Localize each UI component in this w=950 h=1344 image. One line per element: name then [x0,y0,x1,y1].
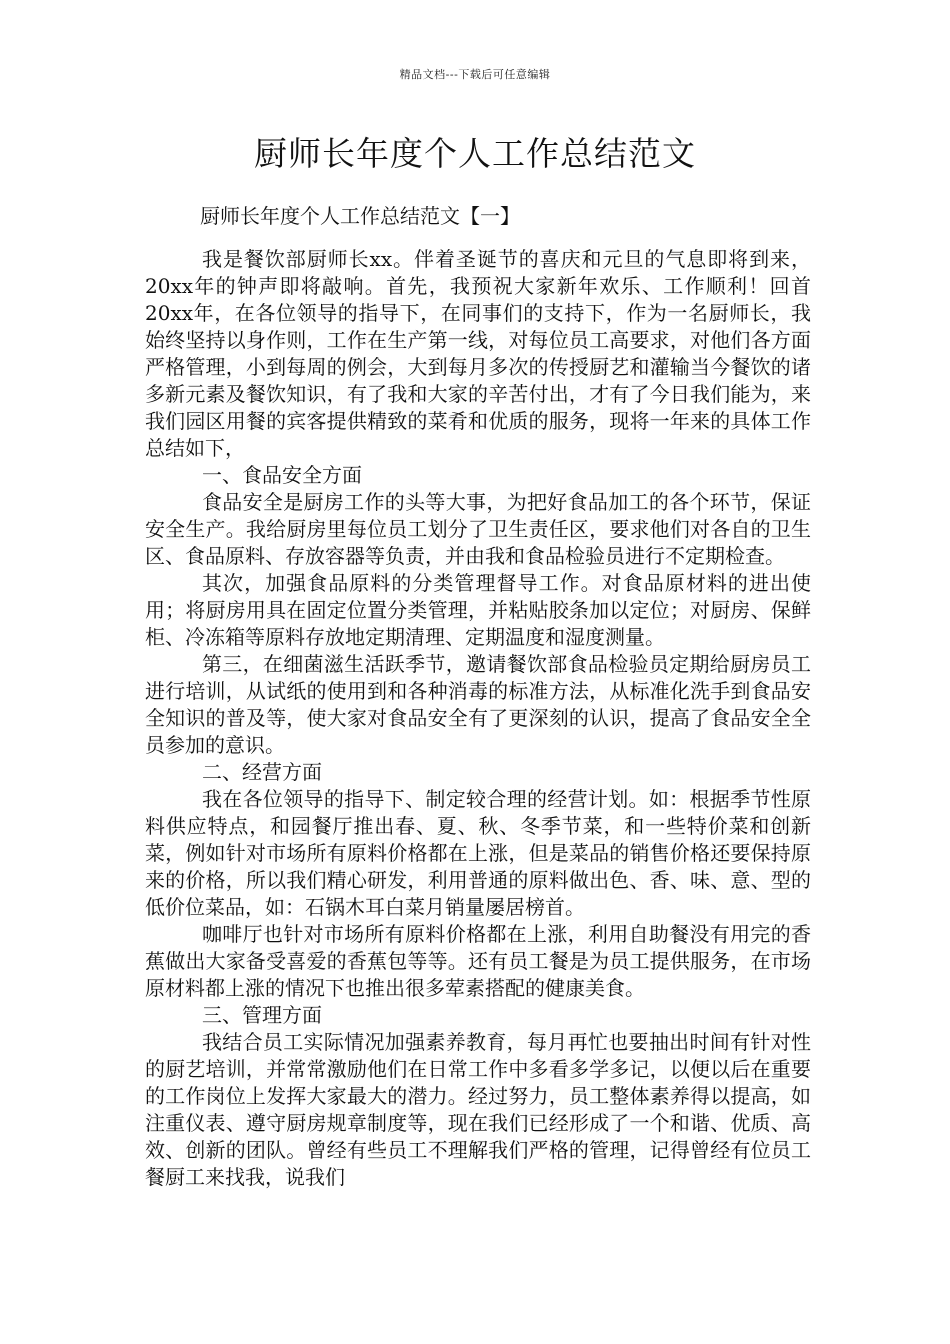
paragraph-food-safety-1: 食品安全是厨房工作的头等大事，为把好食品加工的各个环节，保证安全生产。我给厨房里每位员工划分了卫生责任区，要求他们对各自的卫生区、食品原料、存放容器等负责，并由我和食品检验员进行不定期检查。 [145,490,811,568]
paragraph-operations-2: 咖啡厅也针对市场所有原料价格都在上涨，利用自助餐没有用完的香蕉做出大家备受喜爱的香蕉包等等。还有员工餐是为员工提供服务，在市场原材料都上涨的情况下也推出很多荤素搭配的健康美食。 [145,922,811,1000]
document-title: 厨师长年度个人工作总结范文 [254,134,696,173]
document-body [145,246,811,1191]
paragraph-operations-1: 我在各位领导的指导下、制定较合理的经营计划。如：根据季节性原料供应特点，和园餐厅推出春、夏、秋、冬季节菜，和一些特价菜和创新菜，例如针对市场所有原料价格都在上涨，但是菜品的销售价格还要保持原来的价格，所以我们精心研发，利用普通的原料做出色、香、味、意、型的低价位菜品，如：石锅木耳白菜月销量屡居榜首。 [145,787,811,919]
section-heading-operations: 二、经营方面 [202,760,322,784]
paragraph-food-safety-2: 其次，加强食品原料的分类管理督导工作。对食品原材料的进出使用；将厨房用具在固定位置分类管理，并粘贴胶条加以定位；对厨房、保鲜柜、冷冻箱等原料存放地定期清理、定期温度和湿度测量。 [145,571,811,649]
document-subtitle: 厨师长年度个人工作总结范文【一】 [200,204,520,228]
header-note: 精品文档---下载后可任意编辑 [399,68,551,81]
section-heading-management: 三、管理方面 [202,1003,322,1027]
paragraph-food-safety-3: 第三，在细菌滋生活跃季节，邀请餐饮部食品检验员定期给厨房员工进行培训，从试纸的使用到和各种消毒的标准方法，从标准化洗手到食品安全知识的普及等，使大家对食品安全有了更深刻的认识，提高了食品安全全员参加的意识。 [145,652,811,757]
section-heading-food-safety: 一、食品安全方面 [202,463,362,487]
paragraph-intro: 我是餐饮部厨师长xx。伴着圣诞节的喜庆和元旦的气息即将到来，20xx年的钟声即将敲响。首先，我预祝大家新年欢乐、工作顺利！回首20xx年，在各位领导的指导下，在同事们的支持下，作为一名厨师长，我始终坚持以身作则，工作在生产第一线，对每位员工高要求，对他们各方面严格管理，小到每周的例会，大到每月多次的传授厨艺和灌输当今餐饮的诸多新元素及餐饮知识，有了我和大家的辛苦付出，才有了今日我们能为，来我们园区用餐的宾客提供精致的菜肴和优质的服务，现将一年来的具体工作总结如下， [145,247,811,460]
paragraph-management-1: 我结合员工实际情况加强素养教育，每月再忙也要抽出时间有针对性的厨艺培训，并常常激励他们在日常工作中多看多学多记，以便以后在重要的工作岗位上发挥大家最大的潜力。经过努力，员工整体素养得以提高，如注重仪表、遵守厨房规章制度等，现在我们已经形成了一个和谐、优质、高效、创新的团队。曾经有些员工不理解我们严格的管理，记得曾经有位员工餐厨工来找我，说我们 [145,1030,811,1189]
